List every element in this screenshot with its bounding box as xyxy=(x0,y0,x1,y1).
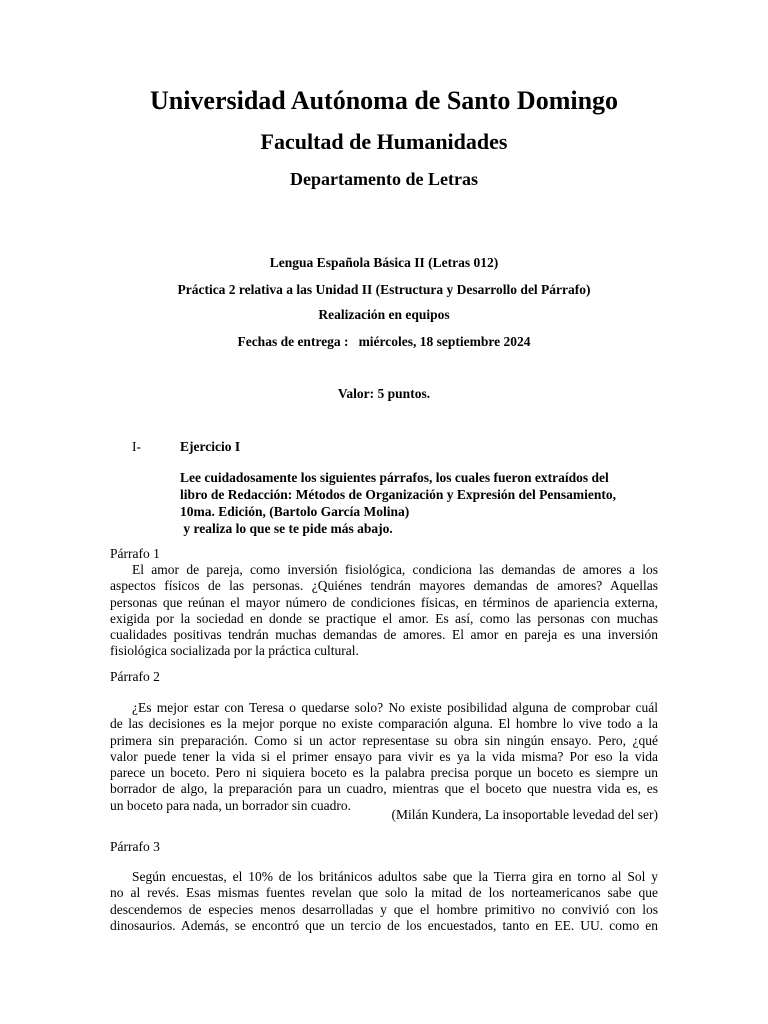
paragraph-line: no al revés. Esas mismas fuentes revelan que solo la mitad de los norteamericanos sabe que xyxy=(110,885,658,901)
paragraph-line: un boceto para nada, un borrador sin cuadro. xyxy=(110,797,352,813)
due-date: miércoles, 18 septiembre 2024 xyxy=(358,334,531,349)
mode-text: Realización en equipos xyxy=(318,307,450,322)
exercise-instructions xyxy=(180,469,660,537)
paragraph-line: personas que reúnan el mayor número de condiciones físicas, en términos de apariencia externa, xyxy=(110,594,658,610)
practice-title: Práctica 2 relativa a las Unidad II (Estructura y Desarrollo del Párrafo) xyxy=(177,282,591,297)
faculty-title: Facultad de Humanidades xyxy=(260,129,508,154)
paragraph-2-citation: (Milán Kundera, La insoportable levedad del ser) xyxy=(391,807,658,822)
paragraph-3-label: Párrafo 3 xyxy=(110,839,160,854)
paragraph-1-label: Párrafo 1 xyxy=(110,546,160,561)
paragraph-line: dinosaurios. Además, se encontró que un tercio de los encuestados, tanto en EE. UU. como en xyxy=(110,917,658,933)
instruction-line: libro de Redacción: Métodos de Organización y Expresión del Pensamiento, xyxy=(180,487,616,502)
paragraph-2-body xyxy=(110,700,658,814)
paragraph-line: fisiológica socializada por la práctica cultural. xyxy=(110,643,359,659)
instruction-line: y realiza lo que se te pide más abajo. xyxy=(180,521,393,536)
course-name: Lengua Española Básica II (Letras 012) xyxy=(269,255,499,270)
paragraph-1-body xyxy=(110,562,658,660)
paragraph-line: primera sin preparación. Como si un actor representase su obra sin ningún ensayo. Pero, ¿qué xyxy=(110,732,658,748)
paragraph-line: de las decisiones es la mejor porque no existe comparación alguna. El hombre lo vive todo a la xyxy=(110,716,658,732)
paragraph-2-label: Párrafo 2 xyxy=(110,669,160,684)
paragraph-line: Según encuestas, el 10% de los británicos adultos sabe que la Tierra gira en torno al Sol y xyxy=(132,869,658,884)
paragraph-line: parece un boceto. Pero ni siquiera boceto es la palabra precisa porque un boceto es siempre un xyxy=(110,765,658,781)
university-title: Universidad Autónoma de Santo Domingo xyxy=(149,86,619,115)
due-date-line xyxy=(0,334,768,350)
exercise-title: Ejercicio I xyxy=(180,439,241,454)
points-value: Valor: 5 puntos. xyxy=(337,386,431,401)
paragraph-line: valor puede tener la vida si el primer ensayo para vivir es ya la vida misma? Por eso la vida xyxy=(110,748,658,764)
paragraph-line: aspectos físicos de las personas. ¿Quiénes tendrán mayores demandas de amores? Aquellas xyxy=(110,578,658,594)
paragraph-3-body xyxy=(110,869,658,934)
instruction-line: 10ma. Edición, (Bartolo García Molina) xyxy=(180,504,410,519)
paragraph-line: borrador de algo, la preparación para un cuadro, mientras que el boceto que nuestra vida es, es xyxy=(110,781,658,797)
exercise-number: I- xyxy=(132,439,141,454)
paragraph-line: El amor de pareja, como inversión fisiológica, condiciona las demandas de amores a los xyxy=(132,562,658,577)
department-title: Departamento de Letras xyxy=(290,169,478,189)
paragraph-line: descendemos de especies menos desarrolladas y que el hombre primitivo no convivió con los xyxy=(110,901,658,917)
due-label: Fechas de entrega : xyxy=(237,334,349,349)
paragraph-line: ¿Es mejor estar con Teresa o quedarse solo? No existe posibilidad alguna de comprobar cuál xyxy=(132,700,658,715)
instruction-line: Lee cuidadosamente los siguientes párrafos, los cuales fueron extraídos del xyxy=(180,470,609,485)
paragraph-line: exigida por la sociedad en donde se practique el amor. Es así, como las personas con muchas xyxy=(110,610,658,626)
paragraph-line: cualidades positivas tendrán muchas demandas de amores. El amor en pareja es una inversión xyxy=(110,627,658,643)
